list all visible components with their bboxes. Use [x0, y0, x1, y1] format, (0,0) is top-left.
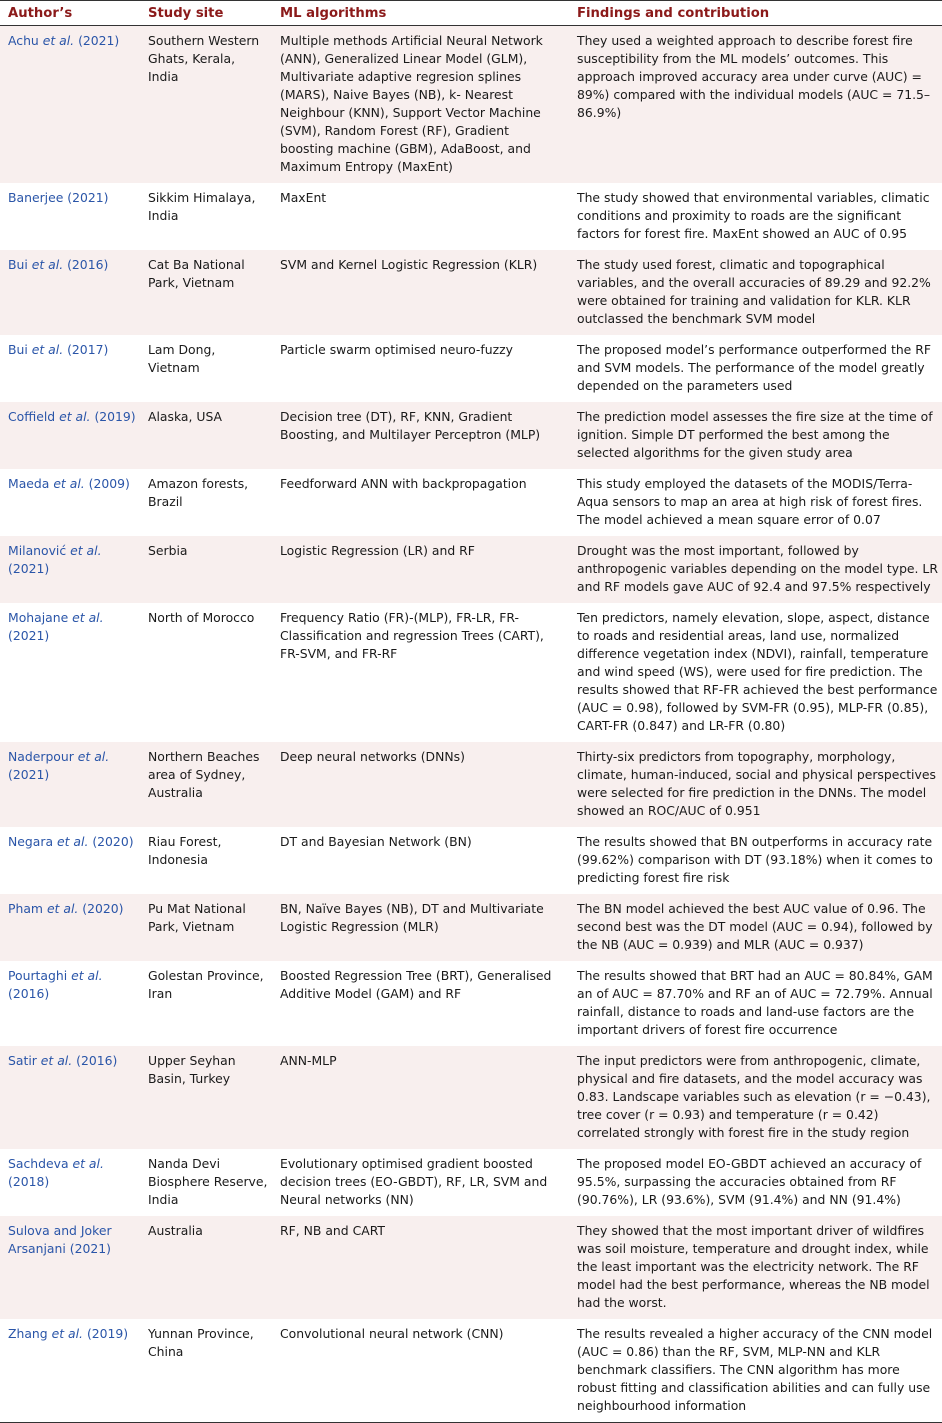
- ml-algorithms-cell: BN, Naïve Bayes (NB), DT and Multivariate Logistic Regression (MLR): [272, 894, 569, 961]
- author-cell[interactable]: [0, 26, 140, 184]
- study-site-cell: Nanda Devi Biosphere Reserve, India: [140, 1149, 272, 1216]
- header-author: Author’s: [0, 1, 140, 26]
- study-site-cell: Riau Forest, Indonesia: [140, 827, 272, 894]
- study-site-cell: Serbia: [140, 536, 272, 603]
- author-cell[interactable]: [0, 894, 140, 961]
- findings-cell: The BN model achieved the best AUC value of 0.96. The second best was the DT model (AUC = 0.94), followed by the NB (AUC = 0.939) and MLR (AUC = 0.937): [569, 894, 942, 961]
- author-cell[interactable]: [0, 536, 140, 603]
- table-row: [0, 1046, 942, 1149]
- author-pre[interactable]: Maeda: [8, 476, 54, 491]
- table-row: [0, 536, 942, 603]
- author-pre[interactable]: Satir: [8, 1053, 41, 1068]
- ml-algorithms-cell: Evolutionary optimised gradient boosted decision trees (EO-GBDT), RF, LR, SVM and Neural networks (NN): [272, 1149, 569, 1216]
- table-body: [0, 26, 942, 1423]
- author-pre[interactable]: Bui: [8, 257, 32, 272]
- findings-cell: The study used forest, climatic and topographical variables, and the overall accuracies of 89.29 and 92.2% were obtained for training and validation for KLR. KLR outclassed the benchmark SVM model: [569, 250, 942, 335]
- table-row: [0, 335, 942, 402]
- author-etal[interactable]: et al.: [71, 968, 103, 983]
- study-site-cell: North of Morocco: [140, 603, 272, 742]
- study-site-cell: Southern Western Ghats, Kerala, India: [140, 26, 272, 184]
- table-row: [0, 26, 942, 184]
- author-cell[interactable]: [0, 1319, 140, 1423]
- ml-algorithms-cell: RF, NB and CART: [272, 1216, 569, 1319]
- ml-algorithms-cell: ANN-MLP: [272, 1046, 569, 1149]
- table-header: [0, 1, 942, 26]
- findings-cell: Thirty-six predictors from topography, morphology, climate, human-induced, social and physical perspectives were selected for fire prediction in the DNNs. The model showed an ROC/AUC of 0.951: [569, 742, 942, 827]
- table-row: [0, 469, 942, 536]
- author-post[interactable]: (2018): [8, 1174, 50, 1189]
- author-post[interactable]: (2021): [8, 628, 50, 643]
- ml-algorithms-cell: Deep neural networks (DNNs): [272, 742, 569, 827]
- study-site-cell: Cat Ba National Park, Vietnam: [140, 250, 272, 335]
- study-site-cell: Pu Mat National Park, Vietnam: [140, 894, 272, 961]
- findings-cell: The input predictors were from anthropogenic, climate, physical and fire datasets, and the model accuracy was 0.83. Landscape variables such as elevation (r = −0.43), tree cover (r = 0.93) and temperature (r = 0.42) correlated strongly with forest fire in the study region: [569, 1046, 942, 1149]
- author-cell[interactable]: [0, 250, 140, 335]
- author-etal[interactable]: et al.: [51, 1326, 83, 1341]
- author-etal[interactable]: et al.: [72, 610, 104, 625]
- author-cell[interactable]: [0, 335, 140, 402]
- author-pre[interactable]: Negara: [8, 834, 57, 849]
- ml-algorithms-cell: Convolutional neural network (CNN): [272, 1319, 569, 1423]
- author-pre[interactable]: Achu: [8, 33, 43, 48]
- author-pre[interactable]: Coffield: [8, 409, 60, 424]
- author-etal[interactable]: et al.: [42, 33, 75, 48]
- findings-cell: The results showed that BRT had an AUC = 80.84%, GAM an of AUC = 87.70% and RF an of AUC = 72.79%. Annual rainfall, distance to roads and land-use factors are the important drivers of forest fire occurrence: [569, 961, 942, 1046]
- author-pre[interactable]: Banerjee (2021): [8, 190, 109, 205]
- table-row: [0, 1216, 942, 1319]
- findings-cell: The prediction model assesses the fire size at the time of ignition. Simple DT performed the best among the selected algorithms for the given study area: [569, 402, 942, 469]
- ml-algorithms-cell: Logistic Regression (LR) and RF: [272, 536, 569, 603]
- study-site-cell: Amazon forests, Brazil: [140, 469, 272, 536]
- ml-algorithms-cell: Boosted Regression Tree (BRT), Generalised Additive Model (GAM) and RF: [272, 961, 569, 1046]
- author-pre[interactable]: Pham: [8, 901, 47, 916]
- author-etal[interactable]: et al.: [56, 834, 89, 849]
- table-row: [0, 603, 942, 742]
- findings-cell: Ten predictors, namely elevation, slope, aspect, distance to roads and residential areas, land use, normalized difference vegetation index (NDVI), rainfall, temperature and wind speed (WS), were used for fire prediction. The results showed that RF-FR achieved the best performance (AUC = 0.98), followed by SVM-FR (0.95), MLP-FR (0.85), CART-FR (0.847) and LR-FR (0.80): [569, 603, 942, 742]
- author-etal[interactable]: et al.: [59, 409, 91, 424]
- table-row: [0, 1319, 942, 1423]
- author-post[interactable]: (2021): [74, 33, 120, 48]
- author-pre[interactable]: Pourtaghi: [8, 968, 72, 983]
- author-etal[interactable]: et al.: [31, 342, 64, 357]
- study-site-cell: Lam Dong, Vietnam: [140, 335, 272, 402]
- author-cell[interactable]: [0, 961, 140, 1046]
- study-site-cell: Upper Seyhan Basin, Turkey: [140, 1046, 272, 1149]
- table-row: [0, 742, 942, 827]
- author-etal[interactable]: et al.: [46, 901, 79, 916]
- findings-cell: The proposed model EO-GBDT achieved an accuracy of 95.5%, surpassing the accuracies obtained from RF (90.76%), LR (93.6%), SVM (91.4%) and NN (91.4%): [569, 1149, 942, 1216]
- findings-cell: The results showed that BN outperforms in accuracy rate (99.62%) comparison with DT (93.18%) when it comes to predicting forest fire risk: [569, 827, 942, 894]
- author-pre[interactable]: Zhang: [8, 1326, 52, 1341]
- ml-algorithms-cell: DT and Bayesian Network (BN): [272, 827, 569, 894]
- author-post[interactable]: (2009): [84, 476, 130, 491]
- findings-cell: The results revealed a higher accuracy of the CNN model (AUC = 0.86) than the RF, SVM, MLP-NN and KLR benchmark classifiers. The CNN algorithm has more robust fitting and classification abilities and can fully use neighbourhood information: [569, 1319, 942, 1423]
- author-post[interactable]: (2016): [8, 986, 50, 1001]
- author-etal[interactable]: et al.: [53, 476, 85, 491]
- findings-cell: They showed that the most important driver of wildfires was soil moisture, temperature and drought index, while the least important was the electricity network. The RF model had the best performance, whereas the NB model had the worst.: [569, 1216, 942, 1319]
- author-pre[interactable]: Mohajane: [8, 610, 73, 625]
- author-post[interactable]: (2020): [88, 834, 134, 849]
- study-site-cell: Sikkim Himalaya, India: [140, 183, 272, 250]
- findings-cell: They used a weighted approach to describe forest fire susceptibility from the ML models’ outcomes. This approach improved accuracy area under curve (AUC) = 89%) compared with the individual models (AUC = 71.5–86.9%): [569, 26, 942, 184]
- author-pre[interactable]: Bui: [8, 342, 32, 357]
- ml-algorithms-cell: Frequency Ratio (FR)-(MLP), FR-LR, FR-Classification and regression Trees (CART), FR-SVM, and FR-RF: [272, 603, 569, 742]
- author-post[interactable]: (2016): [72, 1053, 118, 1068]
- findings-cell: Drought was the most important, followed by anthropogenic variables depending on the model type. LR and RF models gave AUC of 92.4 and 97.5% respectively: [569, 536, 942, 603]
- author-pre[interactable]: Sulova and Joker Arsanjani (2021): [8, 1223, 112, 1256]
- author-post[interactable]: (2016): [63, 257, 109, 272]
- study-site-cell: Australia: [140, 1216, 272, 1319]
- header-findings: Findings and contribution: [569, 1, 942, 26]
- author-post[interactable]: (2019): [90, 409, 136, 424]
- table-row: [0, 1149, 942, 1216]
- author-post[interactable]: (2020): [78, 901, 124, 916]
- study-site-cell: Alaska, USA: [140, 402, 272, 469]
- study-site-cell: Golestan Province, Iran: [140, 961, 272, 1046]
- author-post[interactable]: (2021): [8, 767, 50, 782]
- author-etal[interactable]: et al.: [77, 749, 110, 764]
- header-study-site: Study site: [140, 1, 272, 26]
- author-cell[interactable]: [0, 1046, 140, 1149]
- author-pre[interactable]: Naderpour: [8, 749, 78, 764]
- table-row: [0, 250, 942, 335]
- ml-algorithms-cell: SVM and Kernel Logistic Regression (KLR): [272, 250, 569, 335]
- findings-cell: This study employed the datasets of the MODIS/Terra-Aqua sensors to map an area at high risk of forest fires. The model achieved a mean square error of 0.07: [569, 469, 942, 536]
- ml-algorithms-cell: Decision tree (DT), RF, KNN, Gradient Boosting, and Multilayer Perceptron (MLP): [272, 402, 569, 469]
- findings-cell: The study showed that environmental variables, climatic conditions and proximity to roads are the significant factors for forest fire. MaxEnt showed an AUC of 0.95: [569, 183, 942, 250]
- author-etal[interactable]: et al.: [31, 257, 64, 272]
- author-cell[interactable]: [0, 402, 140, 469]
- table-row: [0, 894, 942, 961]
- table-row: [0, 402, 942, 469]
- author-post[interactable]: (2017): [63, 342, 109, 357]
- header-row: [0, 1, 942, 26]
- author-cell[interactable]: [0, 827, 140, 894]
- ml-algorithms-cell: Feedforward ANN with backpropagation: [272, 469, 569, 536]
- ml-algorithms-cell: Multiple methods Artificial Neural Network (ANN), Generalized Linear Model (GLM), Multivariate adaptive regresion splines (MARS), Naive Bayes (NB), k- Nearest Neighbour (KNN), Support Vector Machine (SVM), Random Forest (RF), Gradient boosting machine (GBM), AdaBoost, and Maximum Entropy (MaxEnt): [272, 26, 569, 184]
- author-cell[interactable]: [0, 183, 140, 250]
- table-row: [0, 961, 942, 1046]
- ml-algorithms-cell: Particle swarm optimised neuro-fuzzy: [272, 335, 569, 402]
- author-cell[interactable]: [0, 1149, 140, 1216]
- author-cell[interactable]: [0, 1216, 140, 1319]
- header-ml-algorithms: ML algorithms: [272, 1, 569, 26]
- study-site-cell: Northern Beaches area of Sydney, Australia: [140, 742, 272, 827]
- author-cell[interactable]: [0, 742, 140, 827]
- author-cell[interactable]: [0, 469, 140, 536]
- author-pre[interactable]: Milanović: [8, 543, 71, 558]
- author-etal[interactable]: et al.: [70, 543, 102, 558]
- table-row: [0, 827, 942, 894]
- author-cell[interactable]: [0, 603, 140, 742]
- author-etal[interactable]: et al.: [40, 1053, 73, 1068]
- study-site-cell: Yunnan Province, China: [140, 1319, 272, 1423]
- findings-cell: The proposed model’s performance outperformed the RF and SVM models. The performance of the model greatly depended on the parameters used: [569, 335, 942, 402]
- ml-algorithms-cell: MaxEnt: [272, 183, 569, 250]
- author-post[interactable]: (2019): [83, 1326, 129, 1341]
- author-post[interactable]: (2021): [8, 561, 50, 576]
- author-etal[interactable]: et al.: [72, 1156, 104, 1171]
- author-pre[interactable]: Sachdeva: [8, 1156, 73, 1171]
- table-row: [0, 183, 942, 250]
